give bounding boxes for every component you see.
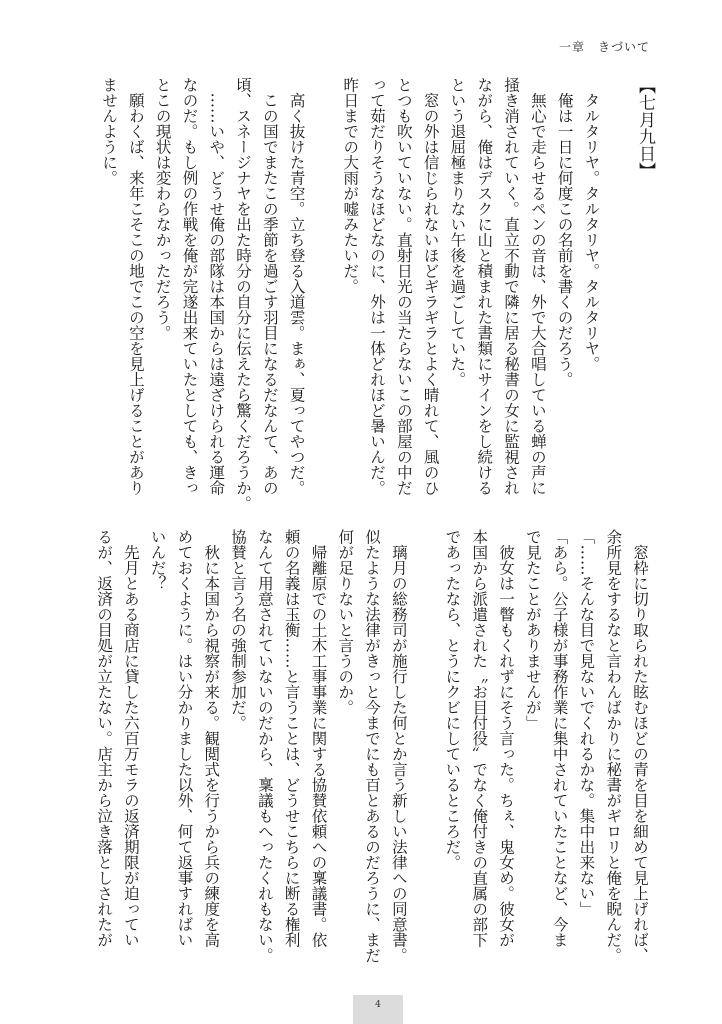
text-line: 本国から派遣された〝お目付役〟でなく俺付きの直属の部下 [470, 529, 489, 948]
text-line: とつも吹いていない。直射日光の当たらないこの部屋の中だ [394, 77, 413, 496]
text-line: この国でまたこの季節を過ごす羽目になるだなんて、あの [260, 77, 279, 496]
text-line: 先月とある商店に貸した六百万モラの返済期限が迫ってい [121, 529, 140, 948]
text-line: ながら、俺はデスクに山と積まれた書類にサインをし続ける [475, 77, 494, 496]
text-line: 「あら。公子様が事務作業に集中されていたことなど、今ま [550, 529, 569, 948]
text-line: 俺は一日に何度この名前を書くのだろう。 [555, 77, 574, 387]
text-line: 窓の外は信じられないほどギラギラとよく晴れて、風のひ [421, 77, 440, 496]
text-line: めておくように。はい分かりました以外、何て返事すればい [175, 529, 194, 948]
text-line: 昨日までの大雨が嘘みたいだ。 [341, 77, 360, 294]
text-line: 帰離原での土木工事事業に関する協賛依頼への稟議書。依 [309, 529, 328, 948]
text-line: タルタリヤ。タルタリヤ。タルタリヤ。 [582, 77, 601, 372]
text-line: 掻き消されていく。直立不動で隣に居る秘書の女に監視され [502, 77, 521, 496]
text-line: であったなら、とうにクビにしているところだ。 [443, 529, 462, 870]
page-number: 4 [353, 995, 403, 1024]
text-line: 願わくば、来年こそこの地でこの空を見上げることがあり [126, 77, 145, 496]
text-line: 彼女は一瞥もくれずにそう言った。ちぇ、鬼女め。彼女が [497, 529, 516, 948]
text-line: なのだ。もし例の作戦を俺が完遂出来ていたとしても、きっ [180, 77, 199, 496]
body-text-lower-block [90, 529, 653, 969]
blank-line [604, 77, 631, 507]
text-line: 璃月の総務司が施行した何とか言う新しい法律への同意書。 [389, 529, 408, 963]
text-line: 窓枠に切り取られた眩むほどの青を目を細めて見上げれば、 [631, 529, 649, 963]
text-line: 余所見をするなと言わんばかりに秘書がギロリと俺を睨んだ。 [604, 529, 623, 963]
text-line: るが、返済の目処が立たない。店主から泣き落としされたが [95, 529, 114, 948]
text-line: ……いや、どうせ俺の部隊は本国からは遠ざけられる運命 [207, 77, 226, 496]
body-text-upper-block [95, 77, 658, 511]
text-line: 似たような法律がきっと今までにも百とあるのだろうに、まだ [363, 529, 382, 963]
text-line: 「……そんな目で見ないでくれるかな。集中出来ない」 [577, 529, 596, 917]
text-line: 無心で走らせるペンの音は、外で大合唱している蝉の声に [528, 77, 547, 496]
text-line: で見たことがありませんが」 [523, 529, 542, 731]
text-line: 何が足りないと言うのか。 [336, 529, 355, 715]
blank-line [412, 529, 439, 969]
blank-line [310, 77, 337, 507]
text-line: 頃、スネージナヤを出た時分の自分に伝えたら驚くだろうか。 [234, 77, 253, 511]
running-header-chapter-title: 一章 きづいて [558, 40, 650, 54]
text-line: という退屈極まりない午後を過ごしていた。 [448, 77, 467, 387]
text-line: 協賛と言う名の強制参加だ。 [229, 529, 248, 731]
date-heading: 【七月九日】 [635, 77, 655, 179]
text-line: 秋に本国から視察が来る。観閲式を行うから兵の練度を高 [202, 529, 221, 948]
text-line: 頼の名義は玉衡……と言うことは、どうせこちらに断る権利 [282, 529, 301, 948]
text-line: って茹だりそうなほどなのに、外は一体どれほど暑いんだ。 [368, 77, 387, 496]
text-line: いんだ？ [148, 529, 167, 591]
text-line: 高く抜けた青空。立ち登る入道雲。まぁ、夏ってやつだ。 [287, 77, 306, 496]
text-line: なんて用意されていないのだから、稟議もへったくれもない。 [255, 529, 274, 963]
text-line: とこの現状は変わらなかっただろう。 [153, 77, 172, 341]
text-line: ませんように。 [100, 77, 119, 186]
